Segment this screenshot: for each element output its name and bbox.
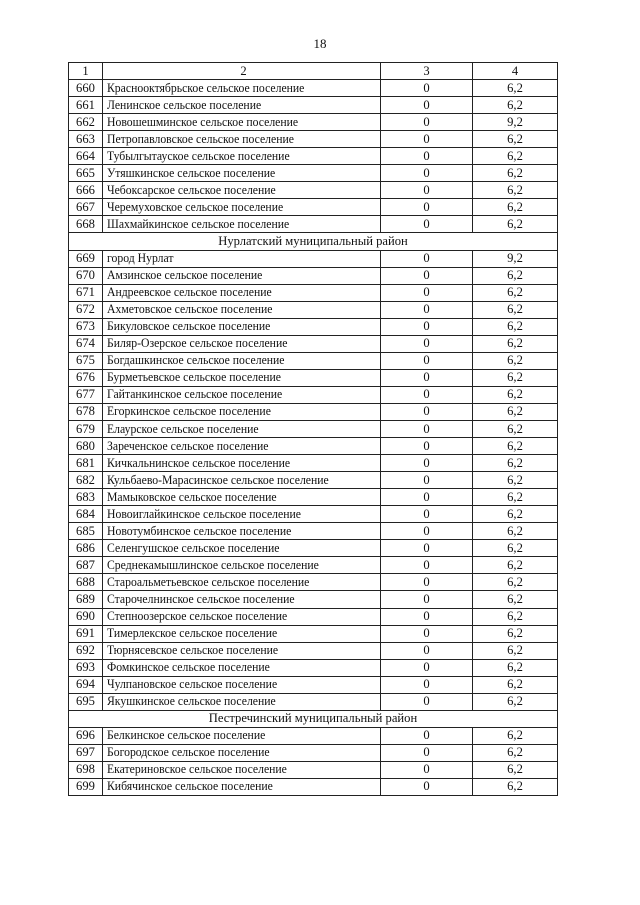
table-row: [69, 301, 558, 318]
value-col4: 6,2: [473, 557, 558, 574]
row-number: 687: [69, 557, 103, 574]
settlement-name: [103, 80, 381, 97]
row-number: 683: [69, 489, 103, 506]
settlement-name-text: Белкинское сельское поселение: [107, 728, 266, 743]
value-col3: 0: [381, 778, 473, 795]
value-col4: 6,2: [473, 659, 558, 676]
table-row: [69, 761, 558, 778]
value-col3: 0: [381, 540, 473, 557]
value-col4: 9,2: [473, 114, 558, 131]
settlement-name-text: Биляр-Озерское сельское поселение: [107, 336, 288, 351]
value-col3: 0: [381, 114, 473, 131]
value-col4: 6,2: [473, 591, 558, 608]
row-number: 675: [69, 352, 103, 369]
row-number: 667: [69, 199, 103, 216]
value-col4: 6,2: [473, 420, 558, 437]
row-number: 689: [69, 591, 103, 608]
settlement-name: [103, 523, 381, 540]
value-col3: 0: [381, 574, 473, 591]
row-number: 664: [69, 148, 103, 165]
value-col4: 6,2: [473, 455, 558, 472]
row-number: 666: [69, 182, 103, 199]
settlement-name-text: Ленинское сельское поселение: [107, 97, 262, 112]
value-col3: 0: [381, 97, 473, 114]
value-col3: 0: [381, 693, 473, 710]
value-col3: 0: [381, 472, 473, 489]
settlement-name-text: Краснооктябрьское сельское поселение: [107, 80, 305, 95]
table-row: [69, 608, 558, 625]
row-number: 690: [69, 608, 103, 625]
value-col4: 6,2: [473, 574, 558, 591]
table-row: [69, 744, 558, 761]
settlement-name-text: Мамыковское сельское поселение: [107, 489, 277, 504]
settlement-name-text: Кибячинское сельское поселение: [107, 779, 273, 794]
table-row: [69, 540, 558, 557]
column-header-4: 4: [473, 63, 558, 80]
value-col4: 6,2: [473, 693, 558, 710]
row-number: 685: [69, 523, 103, 540]
value-col4: 6,2: [473, 472, 558, 489]
settlement-name-text: Петропавловское сельское поселение: [107, 131, 294, 146]
value-col4: 6,2: [473, 335, 558, 352]
settlement-name: [103, 659, 381, 676]
settlement-name: [103, 540, 381, 557]
value-col3: 0: [381, 523, 473, 540]
value-col4: 6,2: [473, 778, 558, 795]
value-col4: 9,2: [473, 250, 558, 267]
settlement-name-text: Утяшкинское сельское поселение: [107, 165, 276, 180]
table-row: [69, 97, 558, 114]
table-row: [69, 642, 558, 659]
row-number: 662: [69, 114, 103, 131]
value-col3: 0: [381, 369, 473, 386]
settlement-name: [103, 216, 381, 233]
settlement-name: [103, 557, 381, 574]
table-row: [69, 455, 558, 472]
table-row: [69, 199, 558, 216]
table-row: [69, 472, 558, 489]
settlement-name-text: Чулпановское сельское поселение: [107, 677, 278, 692]
settlement-name: [103, 301, 381, 318]
settlement-name-text: Ахметовское сельское поселение: [107, 302, 273, 317]
row-number: 673: [69, 318, 103, 335]
settlement-name-text: Тимерлекское сельское поселение: [107, 626, 278, 641]
value-col3: 0: [381, 148, 473, 165]
settlement-name: [103, 591, 381, 608]
value-col4: 6,2: [473, 148, 558, 165]
table-row: [69, 386, 558, 403]
row-number: 660: [69, 80, 103, 97]
value-col3: 0: [381, 761, 473, 778]
settlement-name-text: Тюрнясевское сельское поселение: [107, 643, 279, 658]
value-col4: 6,2: [473, 642, 558, 659]
settlement-name: [103, 438, 381, 455]
settlement-name: [103, 608, 381, 625]
settlement-name: [103, 403, 381, 420]
table-row: [69, 148, 558, 165]
value-col3: 0: [381, 216, 473, 233]
row-number: 668: [69, 216, 103, 233]
value-col3: 0: [381, 250, 473, 267]
settlement-name-text: Гайтанкинское сельское поселение: [107, 387, 283, 402]
table-row: [69, 489, 558, 506]
value-col4: 6,2: [473, 182, 558, 199]
column-header-row: [69, 63, 558, 80]
table-row: [69, 165, 558, 182]
table-row: [69, 80, 558, 97]
value-col4: 6,2: [473, 369, 558, 386]
row-number: 695: [69, 693, 103, 710]
settlement-name-text: Новотумбинское сельское поселение: [107, 523, 292, 538]
settlement-name: [103, 506, 381, 523]
column-header-2: 2: [103, 63, 381, 80]
value-col4: 6,2: [473, 727, 558, 744]
settlement-name-text: Кульбаево-Марасинское сельское поселение: [107, 472, 329, 487]
settlement-name: [103, 761, 381, 778]
value-col3: 0: [381, 318, 473, 335]
settlement-name-text: Старочелнинское сельское поселение: [107, 591, 295, 606]
settlement-name-text: Елаурское сельское поселение: [107, 421, 259, 436]
row-number: 676: [69, 369, 103, 386]
settlement-name-text: Среднекамышлинское сельское поселение: [107, 557, 319, 572]
settlement-name-text: Бикуловское сельское поселение: [107, 319, 271, 334]
table-row: [69, 267, 558, 284]
section-title: Нурлатский муниципальный район: [69, 233, 558, 250]
settlement-name-text: Черемуховское сельское поселение: [107, 199, 284, 214]
row-number: 698: [69, 761, 103, 778]
page-number: 18: [313, 36, 327, 51]
settlement-name: [103, 148, 381, 165]
row-number: 699: [69, 778, 103, 795]
value-col4: 6,2: [473, 97, 558, 114]
settlements-table: [68, 62, 558, 796]
table-body: [69, 63, 558, 796]
value-col3: 0: [381, 420, 473, 437]
settlement-name: [103, 352, 381, 369]
value-col3: 0: [381, 199, 473, 216]
table-row: [69, 659, 558, 676]
settlement-name: [103, 114, 381, 131]
settlement-name-text: Селенгушское сельское поселение: [107, 540, 280, 555]
row-number: 674: [69, 335, 103, 352]
settlement-name: [103, 284, 381, 301]
value-col4: 6,2: [473, 199, 558, 216]
settlement-name-text: Чебоксарское сельское поселение: [107, 182, 276, 197]
table-row: [69, 131, 558, 148]
settlement-name-text: Бурметьевское сельское поселение: [107, 370, 281, 385]
value-col3: 0: [381, 301, 473, 318]
settlement-name: [103, 250, 381, 267]
value-col3: 0: [381, 386, 473, 403]
settlement-name: [103, 369, 381, 386]
value-col3: 0: [381, 352, 473, 369]
value-col4: 6,2: [473, 318, 558, 335]
table-row: [69, 420, 558, 437]
settlement-name: [103, 455, 381, 472]
value-col3: 0: [381, 625, 473, 642]
settlement-name: [103, 693, 381, 710]
value-col3: 0: [381, 335, 473, 352]
settlement-name: [103, 199, 381, 216]
settlement-name: [103, 420, 381, 437]
section-header-row: [69, 233, 558, 250]
settlement-name-text: Зареченское сельское поселение: [107, 438, 269, 453]
value-col3: 0: [381, 165, 473, 182]
settlement-name: [103, 386, 381, 403]
value-col4: 6,2: [473, 744, 558, 761]
row-number: 661: [69, 97, 103, 114]
settlement-name: [103, 318, 381, 335]
settlement-name: [103, 131, 381, 148]
table-row: [69, 557, 558, 574]
value-col3: 0: [381, 591, 473, 608]
row-number: 686: [69, 540, 103, 557]
row-number: 682: [69, 472, 103, 489]
settlement-name: [103, 744, 381, 761]
table-row: [69, 523, 558, 540]
table-row: [69, 369, 558, 386]
table-row: [69, 318, 558, 335]
row-number: 681: [69, 455, 103, 472]
row-number: 680: [69, 438, 103, 455]
value-col4: 6,2: [473, 386, 558, 403]
value-col3: 0: [381, 727, 473, 744]
row-number: 694: [69, 676, 103, 693]
value-col4: 6,2: [473, 625, 558, 642]
table-row: [69, 182, 558, 199]
row-number: 678: [69, 403, 103, 420]
value-col4: 6,2: [473, 267, 558, 284]
settlement-name-text: Андреевское сельское поселение: [107, 285, 272, 300]
settlement-name: [103, 335, 381, 352]
value-col4: 6,2: [473, 131, 558, 148]
settlement-name-text: Староальметьевское сельское поселение: [107, 574, 310, 589]
table-row: [69, 574, 558, 591]
row-number: 688: [69, 574, 103, 591]
settlement-name-text: Фомкинское сельское поселение: [107, 660, 270, 675]
row-number: 665: [69, 165, 103, 182]
value-col3: 0: [381, 608, 473, 625]
table-row: [69, 727, 558, 744]
table-row: [69, 693, 558, 710]
row-number: 697: [69, 744, 103, 761]
row-number: 672: [69, 301, 103, 318]
table-row: [69, 403, 558, 420]
value-col4: 6,2: [473, 216, 558, 233]
value-col3: 0: [381, 80, 473, 97]
settlement-name-text: Степноозерское сельское поселение: [107, 609, 288, 624]
value-col4: 6,2: [473, 608, 558, 625]
settlement-name-text: Амзинское сельское поселение: [107, 268, 263, 283]
table-row: [69, 676, 558, 693]
table-row: [69, 284, 558, 301]
table-row: [69, 506, 558, 523]
settlement-name-text: Егоркинское сельское поселение: [107, 404, 271, 419]
settlement-name: [103, 778, 381, 795]
settlement-name-text: Новошешминское сельское поселение: [107, 114, 299, 129]
table-row: [69, 216, 558, 233]
table-row: [69, 335, 558, 352]
table-row: [69, 778, 558, 795]
value-col4: 6,2: [473, 523, 558, 540]
settlement-name: [103, 267, 381, 284]
value-col3: 0: [381, 438, 473, 455]
value-col3: 0: [381, 131, 473, 148]
value-col3: 0: [381, 744, 473, 761]
value-col3: 0: [381, 267, 473, 284]
value-col3: 0: [381, 659, 473, 676]
column-header-3: 3: [381, 63, 473, 80]
settlement-name-text: Екатериновское сельское поселение: [107, 762, 287, 777]
value-col3: 0: [381, 506, 473, 523]
row-number: 679: [69, 420, 103, 437]
value-col3: 0: [381, 557, 473, 574]
value-col4: 6,2: [473, 80, 558, 97]
value-col3: 0: [381, 403, 473, 420]
settlement-name: [103, 182, 381, 199]
settlement-name: [103, 727, 381, 744]
settlement-name: [103, 625, 381, 642]
settlement-name-text: Богдашкинское сельское поселение: [107, 353, 285, 368]
row-number: 669: [69, 250, 103, 267]
settlement-name-text: Якушкинское сельское поселение: [107, 694, 276, 709]
settlement-name: [103, 489, 381, 506]
row-number: 692: [69, 642, 103, 659]
value-col3: 0: [381, 284, 473, 301]
value-col4: 6,2: [473, 489, 558, 506]
value-col4: 6,2: [473, 165, 558, 182]
settlement-name-text: город Нурлат: [107, 251, 174, 266]
column-header-1: 1: [69, 63, 103, 80]
settlement-name: [103, 642, 381, 659]
value-col3: 0: [381, 642, 473, 659]
value-col4: 6,2: [473, 301, 558, 318]
value-col4: 6,2: [473, 438, 558, 455]
value-col4: 6,2: [473, 761, 558, 778]
settlement-name-text: Тубылгытауское сельское поселение: [107, 148, 290, 163]
settlement-name: [103, 676, 381, 693]
settlement-name: [103, 574, 381, 591]
settlement-name-text: Шахмайкинское сельское поселение: [107, 216, 290, 231]
settlement-name-text: Кичкальнинское сельское поселение: [107, 455, 291, 470]
value-col4: 6,2: [473, 352, 558, 369]
value-col4: 6,2: [473, 284, 558, 301]
settlement-name: [103, 165, 381, 182]
section-header-row: [69, 710, 558, 727]
row-number: 691: [69, 625, 103, 642]
settlement-name-text: Новоиглайкинское сельское поселение: [107, 506, 301, 521]
value-col3: 0: [381, 455, 473, 472]
row-number: 677: [69, 386, 103, 403]
settlement-name: [103, 97, 381, 114]
value-col4: 6,2: [473, 403, 558, 420]
row-number: 684: [69, 506, 103, 523]
value-col4: 6,2: [473, 540, 558, 557]
table-row: [69, 625, 558, 642]
table-row: [69, 352, 558, 369]
section-title: Пестречинский муниципальный район: [69, 710, 558, 727]
value-col4: 6,2: [473, 506, 558, 523]
table-row: [69, 591, 558, 608]
table-row: [69, 250, 558, 267]
value-col3: 0: [381, 182, 473, 199]
row-number: 670: [69, 267, 103, 284]
row-number: 663: [69, 131, 103, 148]
value-col4: 6,2: [473, 676, 558, 693]
row-number: 693: [69, 659, 103, 676]
table-row: [69, 114, 558, 131]
value-col3: 0: [381, 676, 473, 693]
value-col3: 0: [381, 489, 473, 506]
row-number: 696: [69, 727, 103, 744]
settlement-name: [103, 472, 381, 489]
table-row: [69, 438, 558, 455]
settlement-name-text: Богородское сельское поселение: [107, 745, 270, 760]
row-number: 671: [69, 284, 103, 301]
